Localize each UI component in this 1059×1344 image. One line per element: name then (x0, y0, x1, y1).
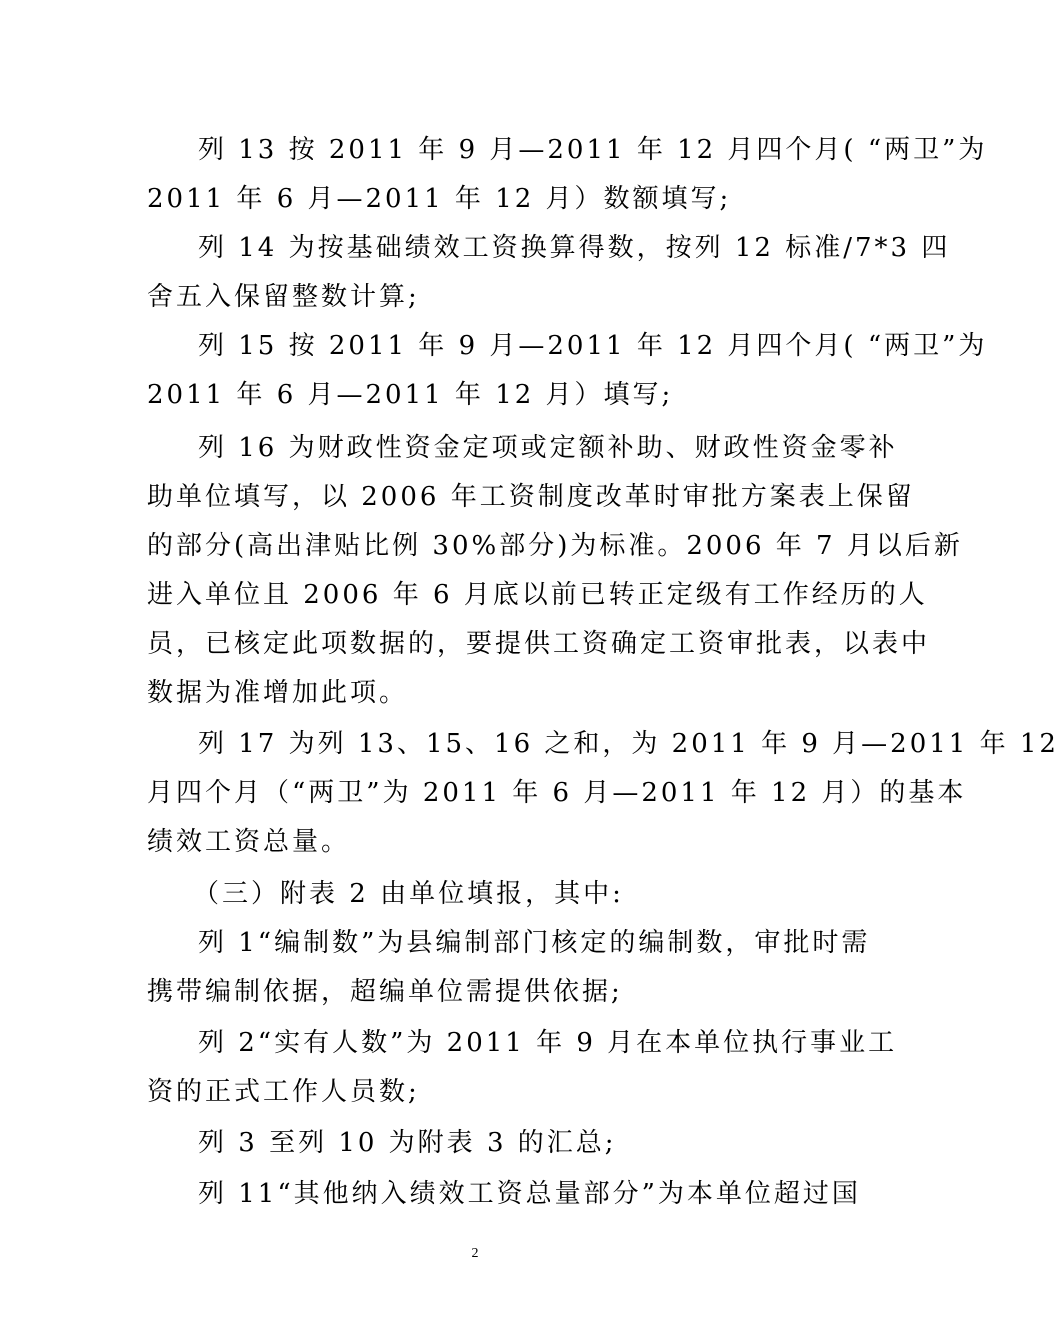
body-text-line: 员，已核定此项数据的，要提供工资确定工资审批表，以表中 (147, 629, 931, 659)
body-text-line: 携带编制依据，超编单位需提供依据; (147, 977, 623, 1007)
body-text-line: 列 17 为列 13、15、16 之和，为 2011 年 9 月—2011 年 12 (198, 729, 1059, 759)
body-text-line: 列 13 按 2011 年 9 月—2011 年 12 月四个月( “两卫”为 (198, 135, 988, 165)
body-text-line: 舍五入保留整数计算; (147, 282, 420, 312)
body-text-line: 进入单位且 2006 年 6 月底以前已转正定级有工作经历的人 (147, 580, 928, 610)
body-text-line: 列 11“其他纳入绩效工资总量部分”为本单位超过国 (198, 1179, 861, 1209)
body-text-line: 数据为准增加此项。 (147, 678, 409, 708)
body-text-line: 列 2“实有人数”为 2011 年 9 月在本单位执行事业工 (198, 1028, 898, 1058)
body-text-line: 的部分(高出津贴比例 30%部分)为标准。2006 年 7 月以后新 (147, 531, 963, 561)
page-number: 2 (471, 1246, 479, 1261)
body-text-line: 2011 年 6 月—2011 年 12 月）填写; (147, 380, 674, 410)
body-text-line: 列 15 按 2011 年 9 月—2011 年 12 月四个月( “两卫”为 (198, 331, 988, 361)
body-text-line: 绩效工资总量。 (147, 827, 351, 857)
body-text-line: 列 1“编制数”为县编制部门核定的编制数，审批时需 (198, 928, 871, 958)
section-heading: （三）附表 2 由单位填报，其中: (193, 879, 624, 909)
body-text-line: 列 16 为财政性资金定项或定额补助、财政性资金零补 (198, 433, 898, 463)
body-text-line: 资的正式工作人员数; (147, 1077, 420, 1107)
body-text-line: 2011 年 6 月—2011 年 12 月）数额填写; (147, 184, 732, 214)
body-text-line: 月四个月（“两卫”为 2011 年 6 月—2011 年 12 月）的基本 (147, 778, 967, 808)
body-text-line: 列 3 至列 10 为附表 3 的汇总; (198, 1128, 617, 1158)
body-text-line: 列 14 为按基础绩效工资换算得数，按列 12 标准/7*3 四 (198, 233, 951, 263)
body-text-line: 助单位填写，以 2006 年工资制度改革时审批方案表上保留 (147, 482, 915, 512)
